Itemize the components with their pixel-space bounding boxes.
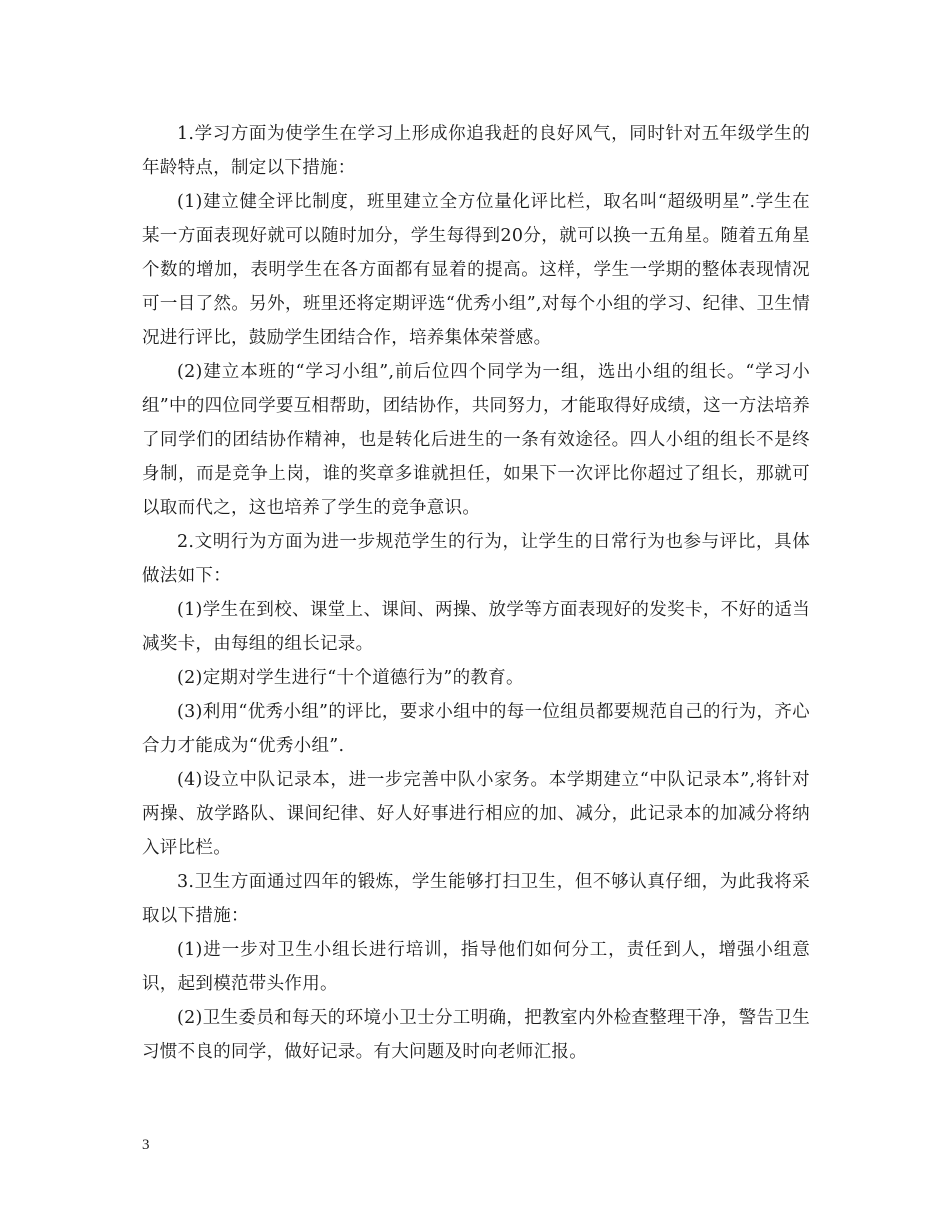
paragraph-behavior-item-1: (1)学生在到校、课堂上、课间、两操、放学等方面表现好的发奖卡，不好的适当减奖卡，由每组的组长记录。 — [142, 600, 810, 654]
paragraph-study-intro: 1.学习方面为使学生在学习上形成你追我赶的良好风气，同时针对五年级学生的年龄特点，制定以下措施： — [142, 124, 810, 178]
paragraph-hygiene-intro: 3.卫生方面通过四年的锻炼，学生能够打扫卫生，但不够认真仔细，为此我将采取以下措施： — [142, 872, 810, 926]
paragraph-hygiene-item-2: (2)卫生委员和每天的环境小卫士分工明确，把教室内外检查整理干净，警告卫生习惯不良的同学，做好记录。有大问题及时向老师汇报。 — [142, 1008, 810, 1062]
paragraph-behavior-item-3: (3)利用“优秀小组”的评比，要求小组中的每一位组员都要规范自己的行为，齐心合力才能成为“优秀小组”. — [142, 702, 810, 756]
paragraph-study-item-1: (1)建立健全评比制度，班里建立全方位量化评比栏，取名叫“超级明星”.学生在某一方面表现好就可以随时加分，学生每得到20分，就可以换一五角星。随着五角星个数的增加，表明学生在各方面都有显着的提高。这样，学生一学期的整体表现情况可一目了然。另外，班里还将定期评选“优秀小组”,对每个小组的学习、纪律、卫生情况进行评比，鼓励学生团结合作，培养集体荣誉感。 — [142, 192, 810, 348]
page-number: 3 — [142, 1137, 150, 1153]
paragraph-behavior-intro: 2.文明行为方面为进一步规范学生的行为，让学生的日常行为也参与评比，具体做法如下： — [142, 532, 810, 586]
document-body — [142, 117, 810, 1069]
paragraph-hygiene-item-1: (1)进一步对卫生小组长进行培训，指导他们如何分工，责任到人，增强小组意识，起到模范带头作用。 — [142, 940, 810, 994]
paragraph-behavior-item-4: (4)设立中队记录本，进一步完善中队小家务。本学期建立“中队记录本”,将针对两操、放学路队、课间纪律、好人好事进行相应的加、减分，此记录本的加减分将纳入评比栏。 — [142, 770, 810, 858]
paragraph-behavior-item-2: (2)定期对学生进行“十个道德行为”的教育。 — [177, 668, 524, 688]
paragraph-study-item-2: (2)建立本班的“学习小组”,前后位四个同学为一组，选出小组的组长。“学习小组”中的四位同学要互相帮助，团结协作，共同努力，才能取得好成绩，这一方法培养了同学们的团结协作精神，也是转化后进生的一条有效途径。四人小组的组长不是终身制，而是竞争上岗，谁的奖章多谁就担任，如果下一次评比你超过了组长，那就可以取而代之，这也培养了学生的竞争意识。 — [142, 362, 810, 518]
